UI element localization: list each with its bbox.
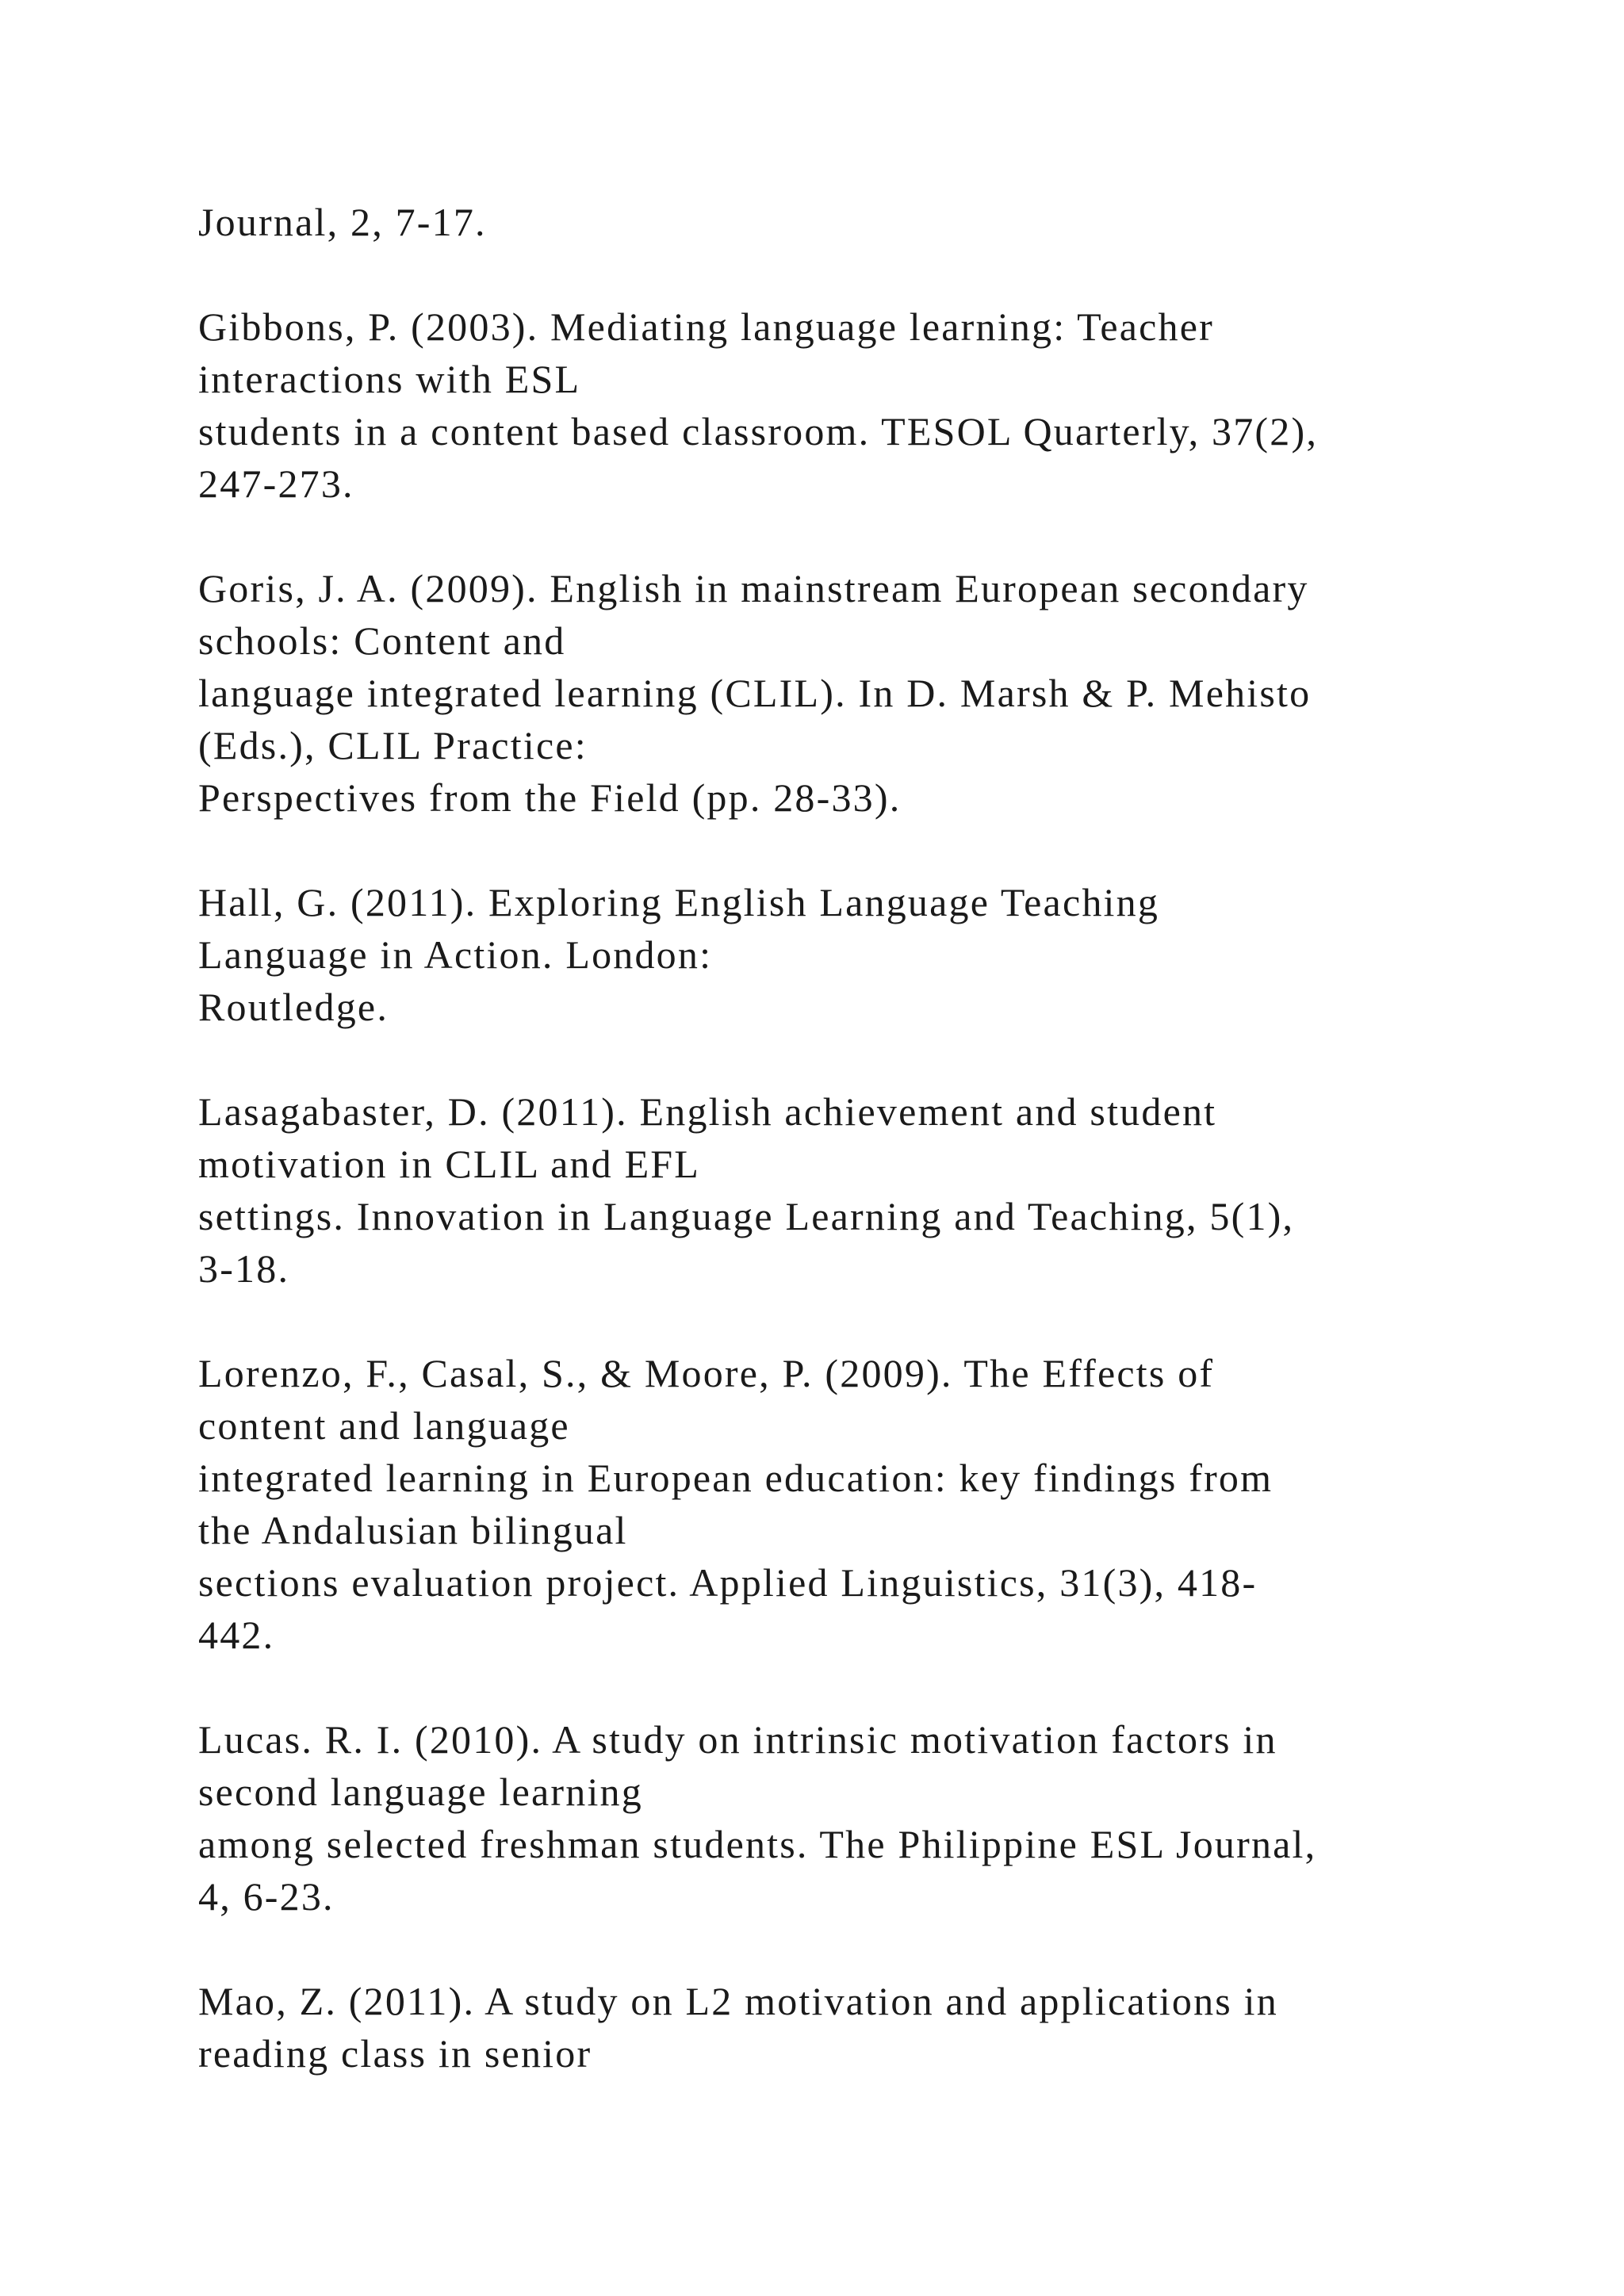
reference-line: the Andalusian bilingual [198, 1508, 628, 1552]
reference-line: 4, 6-23. [198, 1874, 335, 1919]
reference-line: second language learning [198, 1770, 643, 1814]
reference-line: Routledge. [198, 985, 389, 1029]
reference-line: content and language [198, 1403, 570, 1448]
reference-line: students in a content based classroom. TESOL Quarterly, 37(2), [198, 409, 1319, 453]
reference-line: 3-18. [198, 1246, 290, 1291]
reference-line: Lorenzo, F., Casal, S., & Moore, P. (2009). The Effects of [198, 1351, 1215, 1395]
reference-line: schools: Content and [198, 618, 566, 663]
reference-line: Perspectives from the Field (pp. 28-33). [198, 775, 902, 820]
reference-line: interactions with ESL [198, 357, 581, 401]
reference-list [198, 196, 1546, 2132]
reference-line: Lucas. R. I. (2010). A study on intrinsic motivation factors in [198, 1717, 1277, 1762]
reference-entry [198, 1085, 1546, 1295]
reference-line: 247-273. [198, 461, 354, 506]
reference-line: 442. [198, 1613, 275, 1657]
reference-line: Journal, 2, 7-17. [198, 200, 487, 244]
reference-entry [198, 1713, 1546, 1923]
reference-line: settings. Innovation in Language Learning and Teaching, 5(1), [198, 1194, 1295, 1238]
reference-entry [198, 1975, 1546, 2080]
reference-entry [198, 562, 1546, 824]
reference-line: integrated learning in European education: key findings from [198, 1456, 1274, 1500]
reference-line: motivation in CLIL and EFL [198, 1142, 701, 1186]
reference-line: Goris, J. A. (2009). English in mainstream European secondary [198, 566, 1309, 610]
reference-entry [198, 876, 1546, 1033]
reference-entry [198, 196, 1546, 248]
reference-entry [198, 1347, 1546, 1661]
reference-line: sections evaluation project. Applied Linguistics, 31(3), 418- [198, 1560, 1258, 1605]
reference-line: Hall, G. (2011). Exploring English Language Teaching [198, 880, 1160, 924]
reference-line: Language in Action. London: [198, 932, 713, 977]
reference-entry [198, 300, 1546, 510]
reference-line: reading class in senior [198, 2031, 592, 2076]
reference-line: Lasagabaster, D. (2011). English achievement and student [198, 1089, 1217, 1134]
reference-line: Mao, Z. (2011). A study on L2 motivation and applications in [198, 1979, 1278, 2023]
reference-line: Gibbons, P. (2003). Mediating language learning: Teacher [198, 304, 1214, 349]
reference-line: among selected freshman students. The Philippine ESL Journal, [198, 1822, 1317, 1866]
reference-line: language integrated learning (CLIL). In D. Marsh & P. Mehisto [198, 671, 1312, 715]
reference-line: (Eds.), CLIL Practice: [198, 723, 588, 767]
